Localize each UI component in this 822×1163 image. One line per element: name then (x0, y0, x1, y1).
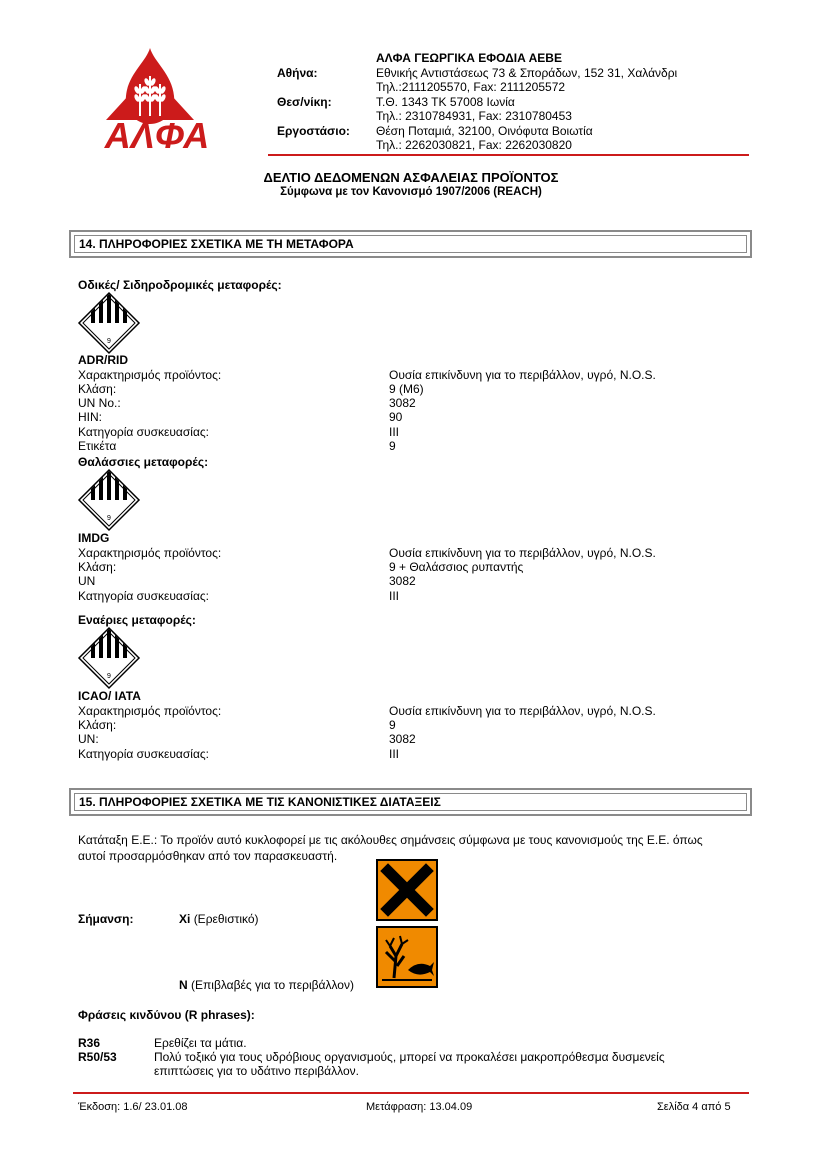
logo-text: ΑΛΦΑ (104, 115, 210, 152)
office-factory-phone: Τηλ.: 2262030821, Fax: 2262030820 (376, 138, 572, 152)
footer-page-number: Σελίδα 4 από 5 (657, 1101, 731, 1113)
r-phrase-code: R36 (78, 1036, 101, 1050)
xi-irritant-icon (376, 859, 438, 921)
air-row: Κλάση: 9 (78, 718, 396, 732)
section-15-heading: 15. ΠΛΗΡΟΦΟΡΙΕΣ ΣΧΕΤΙΚΑ ΜΕ ΤΙΣ ΚΑΝΟΝΙΣΤΙΚΕΣ ΔΙΑΤΑΞΕΙΣ (79, 795, 441, 809)
road-row: HIN: 90 (78, 410, 403, 424)
sea-row: UN 3082 (78, 574, 416, 588)
n-marking: N (Επιβλαβές για το περιβάλλον) (179, 978, 354, 992)
class9-label-number: 9 (107, 338, 111, 345)
office-athens-phone: Τηλ.:2111205570, Fax: 2111205572 (376, 80, 566, 94)
r-phrase-text: Ερεθίζει τα μάτια. (154, 1036, 247, 1050)
class9-diamond-icon (77, 291, 141, 355)
eu-classification-line2: αυτοί προσαρμόσθηκαν από τον παρασκευαστή. (78, 849, 338, 863)
office-factory-label: Εργοστάσιο: (277, 124, 350, 138)
footer-translation: Μετάφραση: 13.04.09 (366, 1101, 473, 1113)
r-phrase-text: Πολύ τοξικό για τους υδρόβιους οργανισμούς, μπορεί να προκαλέσει μακροπρόθεσμα δυσμενείς (154, 1050, 665, 1064)
marking-label: Σήμανση: (78, 912, 134, 926)
air-row: Χαρακτηρισμός προϊόντος: Ουσία επικίνδυνη για το περιβάλλον, υγρό, N.O.S. (78, 704, 656, 718)
air-row: Κατηγορία συσκευασίας: III (78, 747, 400, 761)
icao-iata-code: ICAO/ IATA (78, 689, 141, 703)
class9-diamond-icon (77, 626, 141, 690)
class9-label-number: 9 (107, 515, 111, 522)
road-row: UN No.: 3082 (78, 396, 416, 410)
section-14-heading: 14. ΠΛΗΡΟΦΟΡΙΕΣ ΣΧΕΤΙΚΑ ΜΕ ΤΗ ΜΕΤΑΦΟΡΑ (79, 237, 354, 251)
office-athens-address: Εθνικής Αντιστάσεως 73 & Σποράδων, 152 31, Χαλάνδρι (376, 66, 678, 80)
section-15-heading-box (69, 788, 752, 816)
section-14-heading-box (69, 230, 752, 258)
r-phrases-title: Φράσεις κινδύνου (R phrases): (78, 1008, 255, 1022)
sea-row: Κατηγορία συσκευασίας: III (78, 589, 400, 603)
company-logo (88, 44, 226, 152)
class9-diamond-icon (77, 468, 141, 532)
sea-transport-title: Θαλάσσιες μεταφορές: (78, 455, 209, 469)
xi-marking: Xi (Ερεθιστικό) (179, 912, 259, 926)
footer-edition: Έκδοση: 1.6/ 23.01.08 (78, 1101, 188, 1113)
r-phrase-code: R50/53 (78, 1050, 117, 1064)
class9-label-number: 9 (107, 673, 111, 680)
n-environment-icon (376, 926, 438, 988)
road-row: Κατηγορία συσκευασίας: III (78, 425, 400, 439)
document-title: ΔΕΛΤΙΟ ΔΕΔΟΜΕΝΩΝ ΑΣΦΑΛΕΙΑΣ ΠΡΟΪΟΝΤΟΣ (263, 170, 559, 185)
sea-row: Κλάση: 9 + Θαλάσσιος ρυπαντής (78, 560, 524, 574)
sea-row: Χαρακτηρισμός προϊόντος: Ουσία επικίνδυνη για το περιβάλλον, υγρό, N.O.S. (78, 546, 656, 560)
road-transport-title: Οδικές/ Σιδηροδρομικές μεταφορές: (78, 278, 282, 292)
document-subtitle: Σύμφωνα με τον Κανονισμό 1907/2006 (REACH) (280, 186, 542, 198)
footer-divider (73, 1092, 749, 1094)
office-factory-address: Θέση Ποταμιά, 32100, Οινόφυτα Βοιωτία (376, 124, 593, 138)
adr-rid-code: ADR/RID (78, 353, 128, 367)
header-divider (268, 154, 749, 156)
air-row: UN: 3082 (78, 732, 416, 746)
eu-classification-line1: Κατάταξη Ε.Ε.: Το προϊόν αυτό κυκλοφορεί με τις ακόλουθες σημάνσεις σύμφωνα με τους κανονισμούς της Ε.Ε. όπως (78, 833, 703, 847)
office-thess-phone: Τηλ.: 2310784931, Fax: 2310780453 (376, 109, 572, 123)
road-row: Ετικέτα 9 (78, 439, 396, 453)
road-row: Κλάση: 9 (M6) (78, 382, 424, 396)
imdg-code: IMDG (78, 531, 110, 545)
office-thess-label: Θεσ/νίκη: (277, 95, 332, 109)
company-name: ΑΛΦΑ ΓΕΩΡΓΙΚΑ ΕΦΟΔΙΑ ΑΕΒΕ (376, 51, 562, 65)
air-transport-title: Εναέριες μεταφορές: (78, 613, 196, 627)
road-row: Χαρακτηρισμός προϊόντος: Ουσία επικίνδυνη για το περιβάλλον, υγρό, N.O.S. (78, 368, 656, 382)
r-phrase-text-cont: επιπτώσεις για το υδάτινο περιβάλλον. (154, 1064, 359, 1078)
office-athens-label: Αθήνα: (277, 66, 318, 80)
office-thess-address: Τ.Θ. 1343 ΤΚ 57008 Ιωνία (376, 95, 515, 109)
